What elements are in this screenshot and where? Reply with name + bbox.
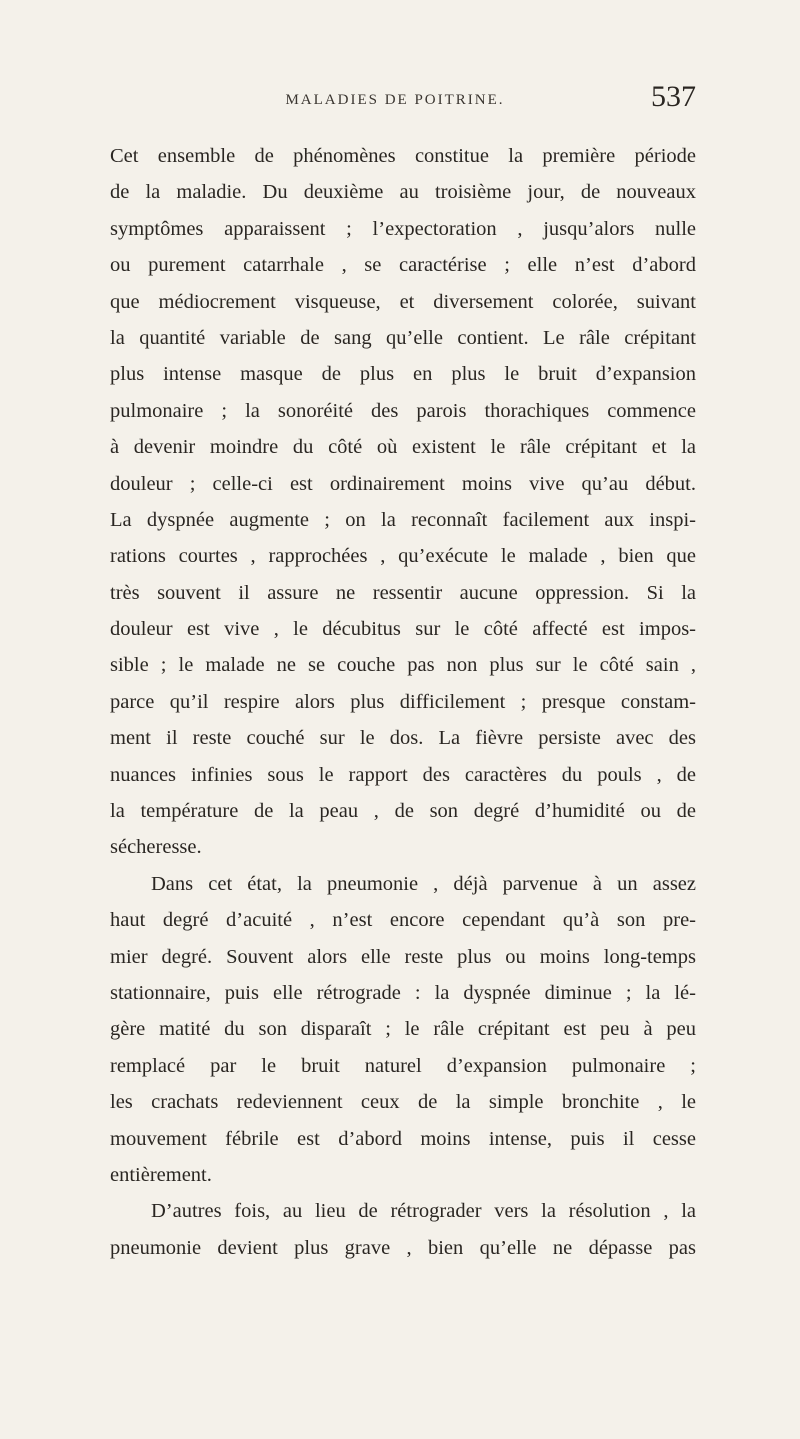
- text-line: nuances infinies sous le rapport des caractères du pouls , de: [110, 763, 696, 786]
- text-line: Dans cet état, la pneumonie , déjà parvenue à un assez: [151, 872, 696, 895]
- text-line: rations courtes , rapprochées , qu’exécute le malade , bien que: [110, 545, 696, 568]
- text-line: plus intense masque de plus en plus le bruit d’expansion: [110, 363, 696, 386]
- text-line: mier degré. Souvent alors elle reste plus ou moins long-temps: [110, 945, 696, 968]
- text-line: douleur est vive , le décubitus sur le côté affecté est impos-: [110, 618, 696, 641]
- text-line: la quantité variable de sang qu’elle contient. Le râle crépitant: [110, 326, 696, 349]
- paragraph-2: [110, 866, 696, 1194]
- text-line: sécheresse.: [110, 836, 202, 859]
- text-line: pulmonaire ; la sonoréité des parois thorachiques commence: [110, 399, 696, 422]
- text-line: D’autres fois, au lieu de rétrograder vers la résolution , la: [151, 1200, 696, 1223]
- text-line: douleur ; celle-ci est ordinairement moins vive qu’au début.: [110, 472, 696, 495]
- text-line: symptômes apparaissent ; l’expectoration , jusqu’alors nulle: [110, 217, 696, 240]
- text-line: ou purement catarrhale , se caractérise ; elle n’est d’abord: [110, 254, 696, 277]
- text-line: ment il reste couché sur le dos. La fièvre persiste avec des: [110, 727, 696, 750]
- body-text: [110, 138, 696, 1266]
- text-line: entièrement.: [110, 1163, 212, 1186]
- text-line: pneumonie devient plus grave , bien qu’elle ne dépasse pas: [110, 1236, 696, 1259]
- text-line: Cet ensemble de phénomènes constitue la première période: [110, 145, 696, 167]
- text-line: de la maladie. Du deuxième au troisième jour, de nouveaux: [110, 181, 696, 204]
- text-line: très souvent il assure ne ressentir aucune oppression. Si la: [110, 581, 696, 604]
- text-line: haut degré d’acuité , n’est encore cependant qu’à son pre-: [110, 909, 696, 932]
- text-line: mouvement fébrile est d’abord moins intense, puis il cesse: [110, 1127, 696, 1150]
- text-line: La dyspnée augmente ; on la reconnaît facilement aux inspi-: [110, 508, 696, 531]
- text-line: à devenir moindre du côté où existent le râle crépitant et la: [110, 436, 696, 459]
- text-line: remplacé par le bruit naturel d’expansion pulmonaire ;: [110, 1054, 696, 1077]
- text-line: gère matité du son disparaît ; le râle crépitant est peu à peu: [110, 1018, 696, 1041]
- text-line: les crachats redeviennent ceux de la simple bronchite , le: [110, 1091, 696, 1114]
- running-head: MALADIES DE POITRINE.: [285, 92, 505, 108]
- text-line: parce qu’il respire alors plus difficilement ; presque constam-: [110, 690, 696, 713]
- text-line: sible ; le malade ne se couche pas non plus sur le côté sain ,: [110, 654, 696, 677]
- page-number: 537: [651, 80, 696, 113]
- text-line: la température de la peau , de son degré d’humidité ou de: [110, 800, 696, 823]
- text-line: que médiocrement visqueuse, et diversement colorée, suivant: [110, 290, 696, 313]
- paragraph-1: [110, 138, 696, 866]
- text-line: stationnaire, puis elle rétrograde : la dyspnée diminue ; la lé-: [110, 981, 696, 1004]
- paragraph-3: [110, 1193, 696, 1266]
